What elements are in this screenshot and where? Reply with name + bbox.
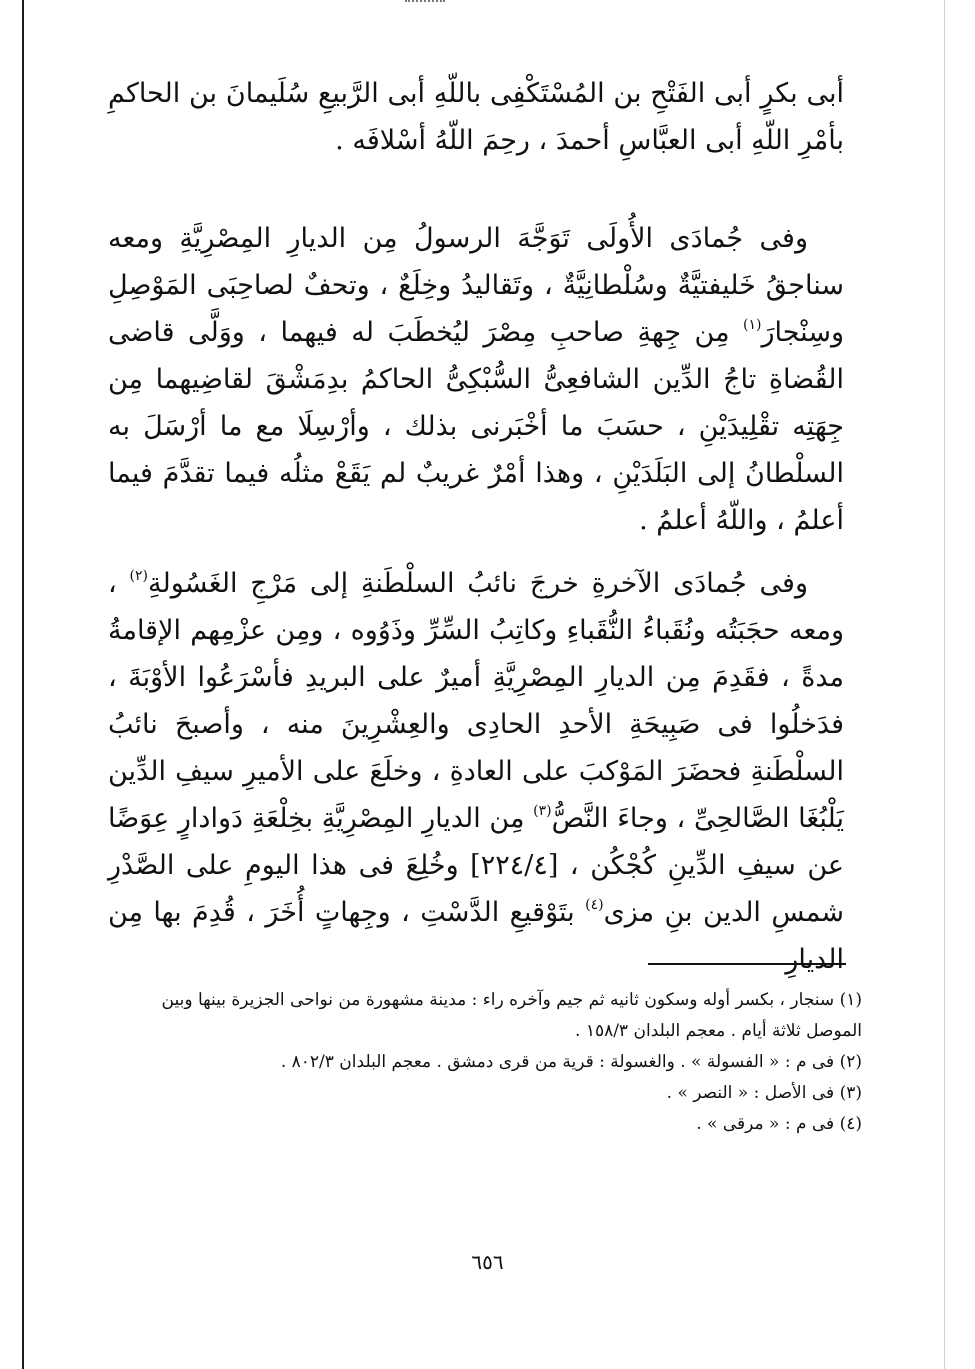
- page-number: ٦٥٦: [471, 1250, 504, 1274]
- paragraph-2: [108, 215, 844, 544]
- footnotes: [140, 985, 862, 1140]
- paragraph-3-text-a: وفى جُمادَى الآخرةِ خرجَ نائبُ السلْطَنةِ إلى مَرْجِ الغَسُولةِ: [148, 568, 808, 599]
- page-left-edge: [22, 0, 24, 1369]
- paragraph-1: [108, 70, 844, 164]
- footnote-ref-4: (٤): [585, 897, 604, 913]
- footnote-2: (٢) فى م : « الفسولة » . والغسولة : قرية من قرى دمشق . معجم البلدان ٨٠٢/٣ .: [280, 1052, 862, 1072]
- footnote-separator: [648, 963, 846, 965]
- paragraph-2-text-a: وفى جُمادَى الأُولَى تَوَجَّهَ الرسولُ مِن الديارِ المِصْرِيَّةِ ومعه سناجقُ خَليفتيَّةٌ وسُلْطانِيَّةٌ ، وتَقاليدُ وخِلَعٌ ، وتحفٌ لصاحِبَى المَوْصِلِ وسِنْجارَ: [108, 223, 844, 348]
- paragraph-3: [108, 560, 844, 983]
- paragraph-3-text-d: بتَوْقيعِ الدَّسْتِ ، وجِهاتٍ أُخَرَ ، قُدِمَ بها مِن الديارِ: [108, 897, 844, 975]
- footnote-3: (٣) فى الأصل : « النصر » .: [666, 1083, 862, 1103]
- footnote-ref-2: (٢): [129, 568, 148, 584]
- footnote-ref-1: (١): [743, 317, 762, 333]
- paragraph-3-text-c: مِن الديارِ المِصْرِيَّةِ بخِلْعَةِ دَوادارٍ عِوَضًا عن سيفِ الدِّينِ كُجْكُن ، [٢٢٤/٤] وخُلِعَ فى هذا اليومِ على الصَّدْرِ شمسِ الدين بنِ مزى: [108, 803, 844, 928]
- paragraph-3-text-b: ، ومعه حجَبَتُه ونُقَباءُ النُّقَباءِ وكاتِبُ السِّرِّ وذَوُوه ، ومِن عزْمِهم الإقامةُ مدةً ، فقَدِمَ مِن الديارِ المِصْرِيَّةِ أميرٌ على البريدِ فأسْرَعُوا الأوْبَةَ ، فدَخلُوا فى صَبِيحَةِ الأحدِ الحادِى والعِشْرِينَ منه ، وأصبحَ نائبُ السلْطَنةِ فحضَرَ المَوْكبَ على العادةِ ، وخلَعَ على الأميرِ سيفِ الدِّين يَلْبُغَا الصَّالحِىِّ ، وجاءَ النَّصُّ: [108, 568, 844, 834]
- footnote-ref-3: (٣): [533, 803, 552, 819]
- footnote-4: (٤) فى م : « مرقى » .: [696, 1114, 862, 1134]
- paragraph-2-text-b: مِن جِهةِ صاحبِ مِصْرَ ليُخطَبَ له فيهما ، ووَلَّى قاضى القُضاةِ تاجُ الدِّين الشافعِىُّ السُّبْكِىُّ الحاكمُ بدِمَشْقَ لقاضِيهما مِن جِهَتِه تقْلِيدَيْنِ ، حسَبَ ما أخْبَرنى بذلك ، وأرْسِلَا مع ما أرْسَلَ به السلْطانُ إلى البَلَدَيْنِ ، وهذا أمْرٌ غريبٌ لم يَقَعْ مثلُه فيما تقدَّمَ فيما أعلمُ ، واللّهُ أعلمُ .: [108, 317, 844, 536]
- top-dotted-mark: [405, 0, 445, 5]
- footnote-1: (١) سنجار ، بكسر أوله وسكون ثانيه ثم جيم وآخره راء : مدينة مشهورة من نواحى الجزيرة بينها وبين الموصل ثلاثة أيام . معجم البلدان ١٥٨/٣ .: [161, 990, 862, 1041]
- paragraph-1-text: أبى بكرٍ أبى الفَتْحِ بن المُسْتَكْفِى باللّهِ أبى الرَّبيعِ سُلَيمانَ بن الحاكمِ بأمْرِ اللّهِ أبى العبَّاسِ أحمدَ ، رحِمَ اللّهُ أسْلافَه .: [108, 78, 844, 156]
- page-right-edge: [944, 0, 945, 1369]
